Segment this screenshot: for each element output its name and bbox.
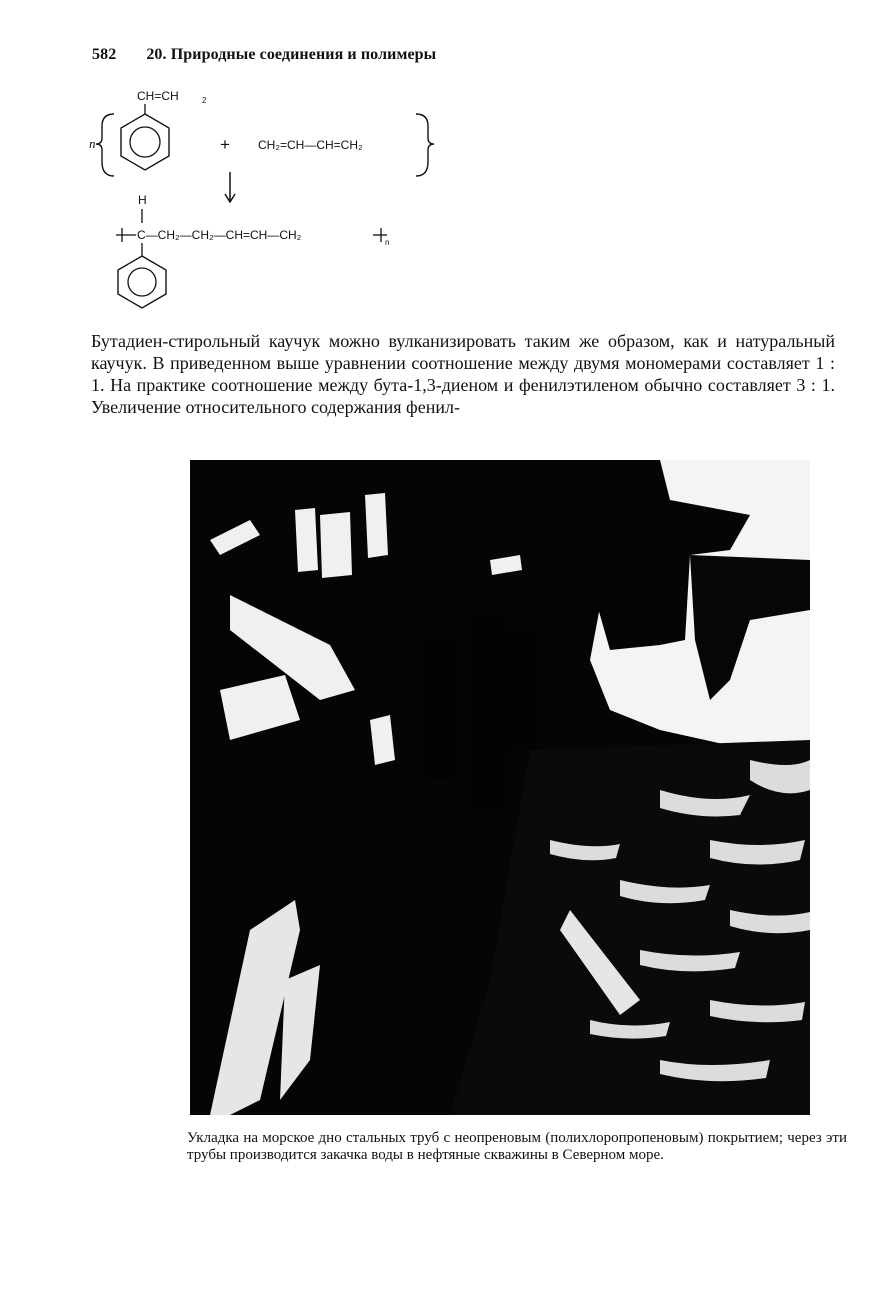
body-paragraph: Бутадиен-стирольный каучук можно вулканизировать таким же образом, как и натуральный каучук. В приведенном выше уравнении соотношение между двумя мономерами составляет 1 : 1. На практике соотношение между бута-1,3-диеном и фенилэтиленом обычно составляет 3 : 1. Увеличение относительного содержания фенил- (91, 331, 835, 417)
right-brace (416, 114, 434, 176)
polymer-chain-label: C—CH₂—CH₂—CH=CH—CH₂ (137, 228, 302, 242)
n-right-label: n (385, 238, 390, 247)
left-brace (96, 114, 114, 176)
vinyl-group-label: CH=CH (137, 89, 179, 103)
photo-drawing (190, 460, 810, 1115)
page-number: 582 (92, 46, 117, 63)
n-left-label: n (89, 136, 96, 151)
plus-sign: + (220, 135, 230, 154)
running-title: 20. Природные соединения и полимеры (146, 46, 437, 63)
vinyl-subscript: 2 (202, 96, 207, 105)
offshore-platform-photo (190, 460, 810, 1115)
figure-caption: Укладка на морское дно стальных труб с неопреновым (полихлоропропеновым) покрытием; через эти трубы производится закачка воды в нефтяные скважины в Северном море. (187, 1130, 847, 1163)
benzene-ring-monomer (121, 114, 169, 170)
reaction-scheme-drawing (80, 80, 440, 330)
butadiene-label: CH₂=CH—CH=CH₂ (258, 138, 363, 152)
benzene-ring-polymer (118, 256, 166, 308)
reaction-scheme (80, 80, 440, 330)
running-header (92, 46, 436, 64)
hydrogen-label: H (138, 193, 147, 207)
reaction-arrow (225, 172, 235, 202)
